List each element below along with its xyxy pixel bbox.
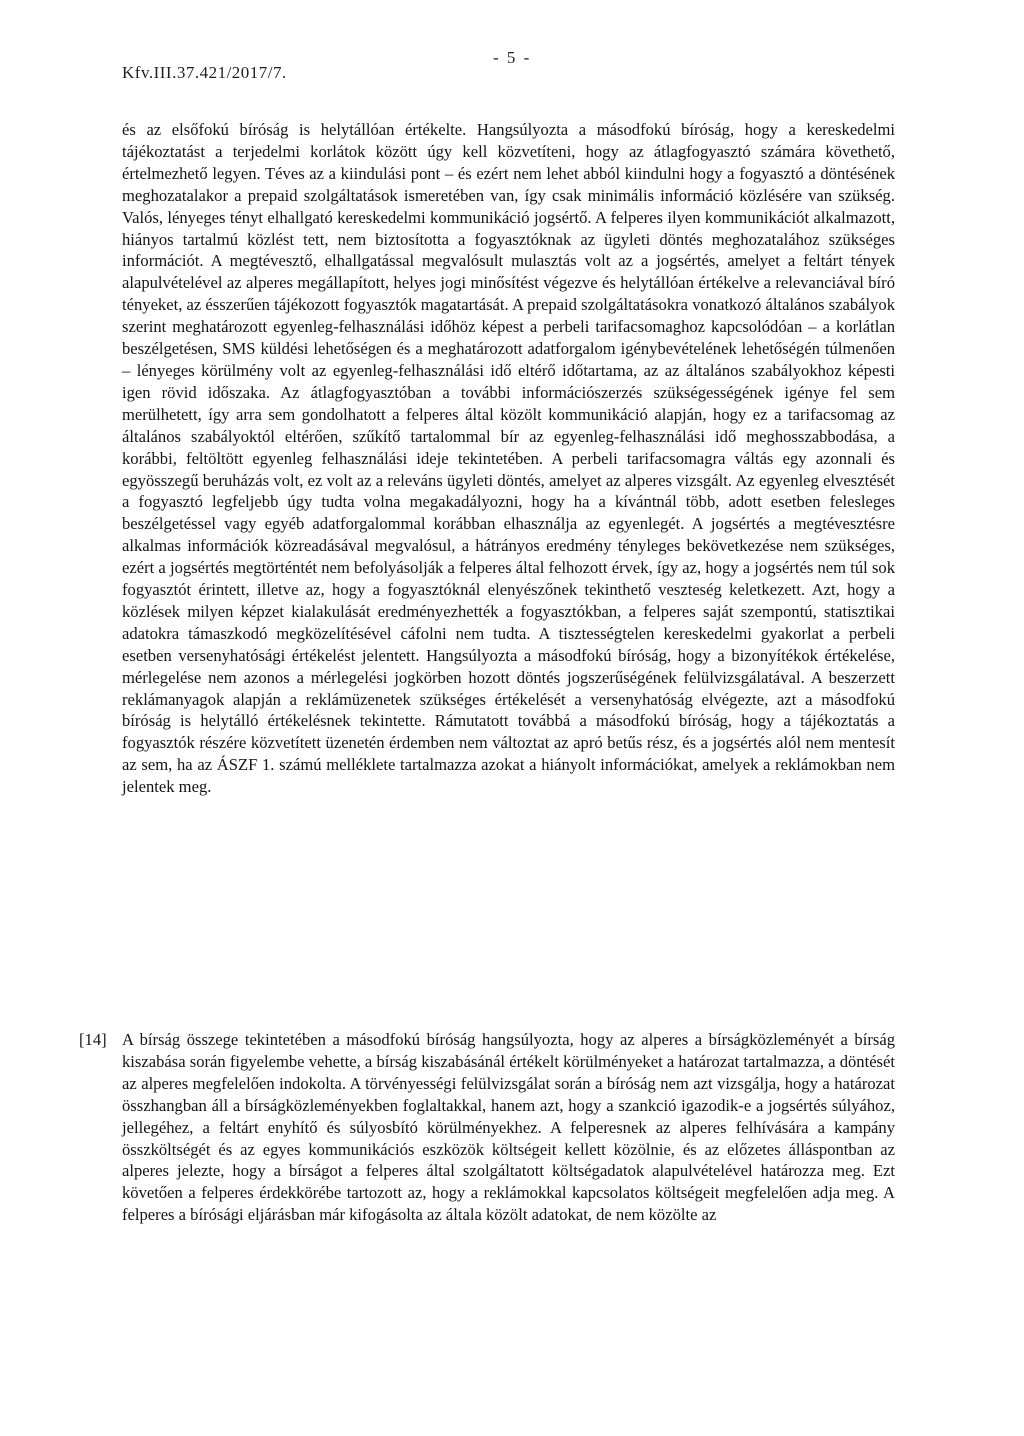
- paragraph-14: A bírság összege tekintetében a másodfokú bíróság hangsúlyozta, hogy az alperes a bírságközleményét a bírság kiszabása során figyelembe vehette, a bírság kiszabásánál értékelt körülményeket a határozat tartalmazza, a döntését az alperes megfelelően indokolta. A törvényességi felülvizsgálat során a bíróság nem azt vizsgálja, hogy a határozat összhangban áll a bírságközleményekben foglaltakkal, hanem azt, hogy a szankció igazodik-e a jogsértés súlyához, jellegéhez, a feltárt enyhítő és súlyosbító körülményekhez. A felperesnek az alperes felhívására a kampány összköltségét és az egyes kommunikációs eszközök költségeit kellett közölnie, és az előzetes álláspontban az alperes jelezte, hogy a bírságot a felperes által szolgáltatott költségadatok alapulvételével határozza meg. Ezt követően a felperes érdekkörébe tartozott az, hogy a reklámokkal kapcsolatos költségeit megfelelően adja meg. A felperes a bírósági eljárásban már kifogásolta az általa közölt adatokat, de nem közölte az: [122, 1030, 895, 1225]
- paragraph-continuation: és az elsőfokú bíróság is helytállóan értékelte. Hangsúlyozta a másodfokú bíróság, hogy a kereskedelmi tájékoztatást a terjedelmi korlátok között úgy kell közvetíteni, hogy az átlagfogyasztó számára követhető, értelmezhető legyen. Téves az a kiindulási pont – és ezért nem lehet abból kiindulni hogy a fogyasztó a döntésének meghozatalakor a prepaid szolgáltatások ismeretében van, így csak minimális információ közlésére van szükség. Valós, lényeges tényt elhallgató kereskedelmi kommunikáció jogsértő. A felperes ilyen kommunikációt alkalmazott, hiányos tartalmú közlést tett, nem biztosította a fogyasztóknak az ügyleti döntés meghozatalához szükséges információt. A megtévesztő, elhallgatással megvalósult mulasztás volt az a jogsértés, amelyet a feltárt tények alapulvételével az alperes megállapított, helyes jogi minősítést végezve és helytállóan értékelve a relevanciával bíró tényeket, az ésszerűen tájékozott fogyasztók magatartását. A prepaid szolgáltatásokra vonatkozó általános szabályok szerint meghatározott egyenleg-felhasználási időhöz képest a perbeli tarifacsomaghoz kapcsolódóan – a korlátlan beszélgetésen, SMS küldési lehetőségen és a meghatározott adatforgalom igénybevételének lehetőségén túlmenően – lényeges körülmény volt az egyenleg-felhasználási idő eltérő időtartama, az az általános szabályokhoz képesti igen rövid időszaka. Az átlagfogyasztóban a további információszerzés szükségességének igénye fel sem merülhetett, így arra sem gondolhatott a felperes által közölt kommunikáció alapján, hogy ez a tarifacsomag az általános szabályoktól eltérően, szűkítő tartalommal bír az egyenleg-felhasználási idő meghosszabbodása, a korábbi, feltöltött egyenleg felhasználási ideje tekintetében. A perbeli tarifacsomagra váltás egy azonnali és egyösszegű beruházás volt, ez volt az a releváns ügyleti döntés, amelyet az alperes vizsgált. Az egyenleg elvesztését a fogyasztó legfeljebb úgy tudta volna megakadályozni, hogy ha a kívántnál több, adott esetben felesleges beszélgetéssel vagy egyéb adatforgalommal korábban elhasználja az egyenlegét. A jogsértés a megtévesztésre alkalmas információk közreadásával megvalósul, a hátrányos eredmény tényleges bekövetkezése nem szükséges, ezért a jogsértés megtörténtét nem befolyásolják a felperes által felhozott érvek, így az, hogy a jogsértés nem túl sok fogyasztót érintett, illetve az, hogy a fogyasztóknál elenyészőnek tekinthető veszteség keletkezett. Azt, hogy a közlések milyen képzet kialakulását eredményezhették a fogyasztókban, a felperes saját szempontú, statisztikai adatokra támaszkodó megközelítésével cáfolni nem tudta. A tisztességtelen kereskedelmi gyakorlat a perbeli esetben versenyhatósági értékelést jelentett. Hangsúlyozta a másodfokú bíróság, hogy a bizonyítékok értékelése, mérlegelése nem azonos a mérlegelési jogkörben hozott döntés jogszerűségének felülvizsgálatával. A beszerzett reklámanyagok alapján a reklámüzenetek szükséges értékelését a versenyhatóság elvégezte, azt a másodfokú bíróság is helytálló értékelésnek tekintette. Rámutatott továbbá a másodfokú bíróság, hogy a tájékoztatás a fogyasztók részére közvetített üzenetén érdemben nem változtat az apró betűs rész, és a jogsértés alól nem mentesít az sem, ha az ÁSZF 1. számú melléklete tartalmazza azokat a hiányolt információkat, amelyek a reklámokban nem jelentek meg.: [122, 120, 895, 797]
- page-number: - 5 -: [493, 48, 532, 67]
- paragraph-number-14: [14]: [79, 1030, 107, 1049]
- case-number: Kfv.III.37.421/2017/7.: [122, 63, 287, 82]
